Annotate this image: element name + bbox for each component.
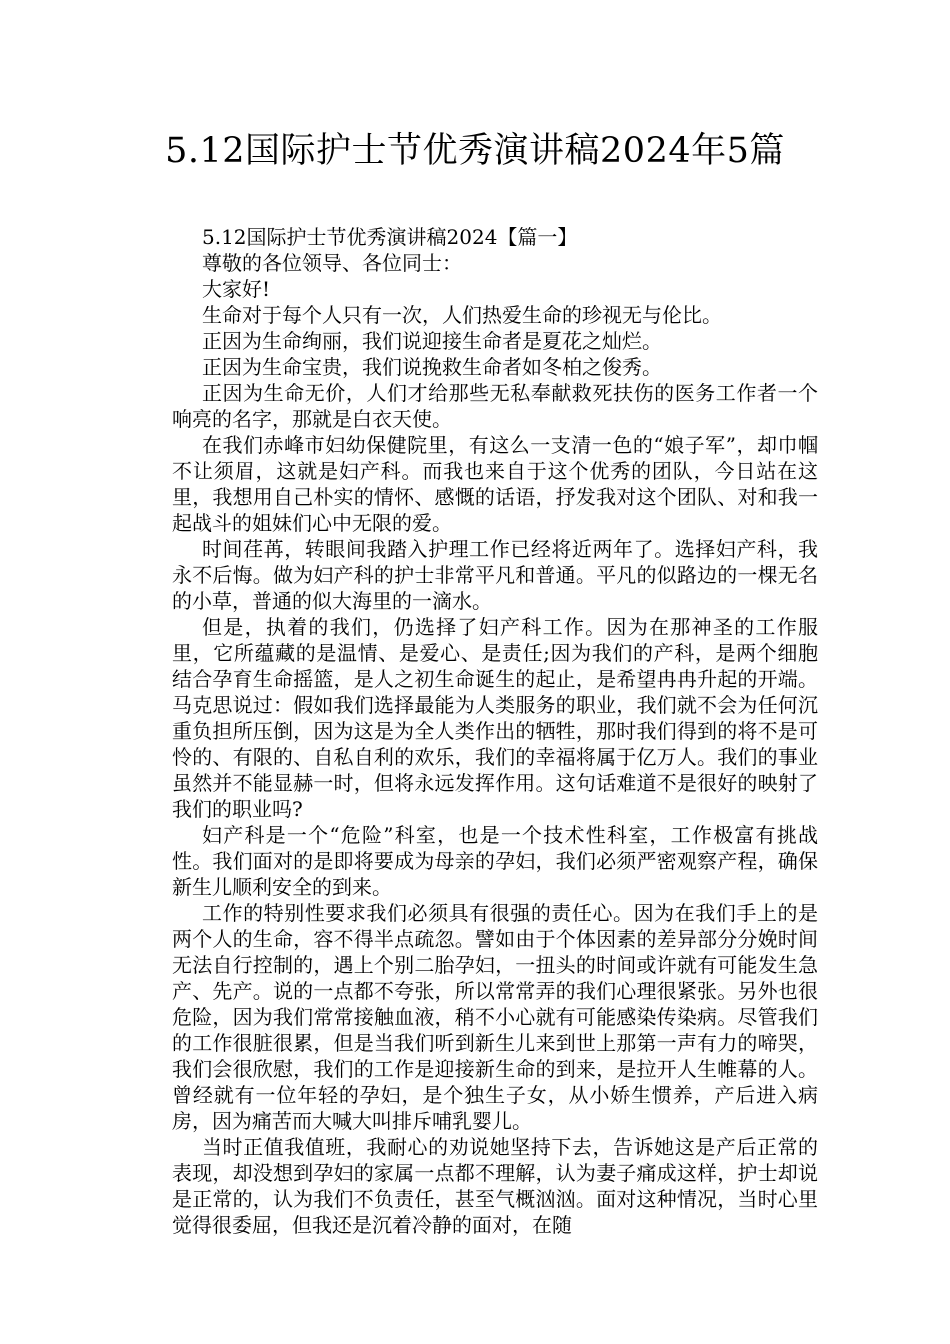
paragraph: 正因为生命无价，人们才给那些无私奉献救死扶伤的医务工作者一个响亮的名字，那就是白衣天使。 xyxy=(172,381,818,431)
paragraph: 时间荏苒，转眼间我踏入护理工作已经将近两年了。选择妇产科，我永不后悔。做为妇产科的护士非常平凡和普通。平凡的似路边的一棵无名的小草，普通的似大海里的一滴水。 xyxy=(172,537,818,613)
paragraph: 妇产科是一个“危险”科室，也是一个技术性科室，工作极富有挑战性。我们面对的是即将要成为母亲的孕妇，我们必须严密观察产程，确保新生儿顺利安全的到来。 xyxy=(172,823,818,899)
document-body xyxy=(172,224,818,1238)
paragraph: 工作的特别性要求我们必须具有很强的责任心。因为在我们手上的是两个人的生命，容不得半点疏忽。譬如由于个体因素的差异部分分娩时间无法自行控制的，遇上个别二胎孕妇，一扭头的时间或许就有可能发生急产、先产。说的一点都不夸张，所以常常弄的我们心理很紧张。另外也很危险，因为我们常常接触血液，稍不小心就有可能感染传染病。尽管我们的工作很脏很累，但是当我们听到新生儿来到世上那第一声有力的啼哭，我们会很欣慰，我们的工作是迎接新生命的到来，是拉开人生帷幕的人。曾经就有一位年轻的孕妇，是个独生子女，从小娇生惯养，产后进入病房，因为痛苦而大喊大叫排斥哺乳婴儿。 xyxy=(172,901,818,1133)
salutation: 尊敬的各位领导、各位同士： xyxy=(202,251,462,275)
paragraph: 正因为生命绚丽，我们说迎接生命者是夏花之灿烂。 xyxy=(202,329,662,353)
section-heading: 5.12国际护士节优秀演讲稿2024【篇一】 xyxy=(202,225,578,249)
paragraph: 当时正值我值班，我耐心的劝说她坚持下去，告诉她这是产后正常的表现，却没想到孕妇的家属一点都不理解，认为妻子痛成这样，护士却说是正常的，认为我们不负责任，甚至气概汹汹。面对这种情况，当时心里觉得很委屈，但我还是沉着冷静的面对，在随 xyxy=(172,1135,818,1237)
paragraph: 在我们赤峰市妇幼保健院里，有这么一支清一色的“娘子军”，却巾帼不让须眉，这就是妇产科。而我也来自于这个优秀的团队，今日站在这里，我想用自己朴实的情怀、感慨的话语，抒发我对这个团队、对和我一起战斗的姐妹们心中无限的爱。 xyxy=(172,433,818,535)
greeting: 大家好! xyxy=(202,277,271,301)
paragraph: 但是，执着的我们，仍选择了妇产科工作。因为在那神圣的工作服里，它所蕴藏的是温情、是爱心、是责任;因为我们的产科，是两个细胞结合孕育生命摇篮，是人之初生命诞生的起止，是希望冉冉升起的开端。马克思说过：假如我们选择最能为人类服务的职业，我们就不会为任何沉重负担所压倒，因为这是为全人类作出的牺牲，那时我们得到的将不是可怜的、有限的、自私自利的欢乐，我们的幸福将属于亿万人。我们的事业虽然并不能显赫一时，但将永远发挥作用。这句话难道不是很好的映射了我们的职业吗? xyxy=(172,615,818,821)
document-title: 5.12国际护士节优秀演讲稿2024年5篇 xyxy=(165,131,785,171)
paragraph: 生命对于每个人只有一次，人们热爱生命的珍视无与伦比。 xyxy=(202,303,722,327)
paragraph: 正因为生命宝贵，我们说挽救生命者如冬柏之俊秀。 xyxy=(202,355,662,379)
